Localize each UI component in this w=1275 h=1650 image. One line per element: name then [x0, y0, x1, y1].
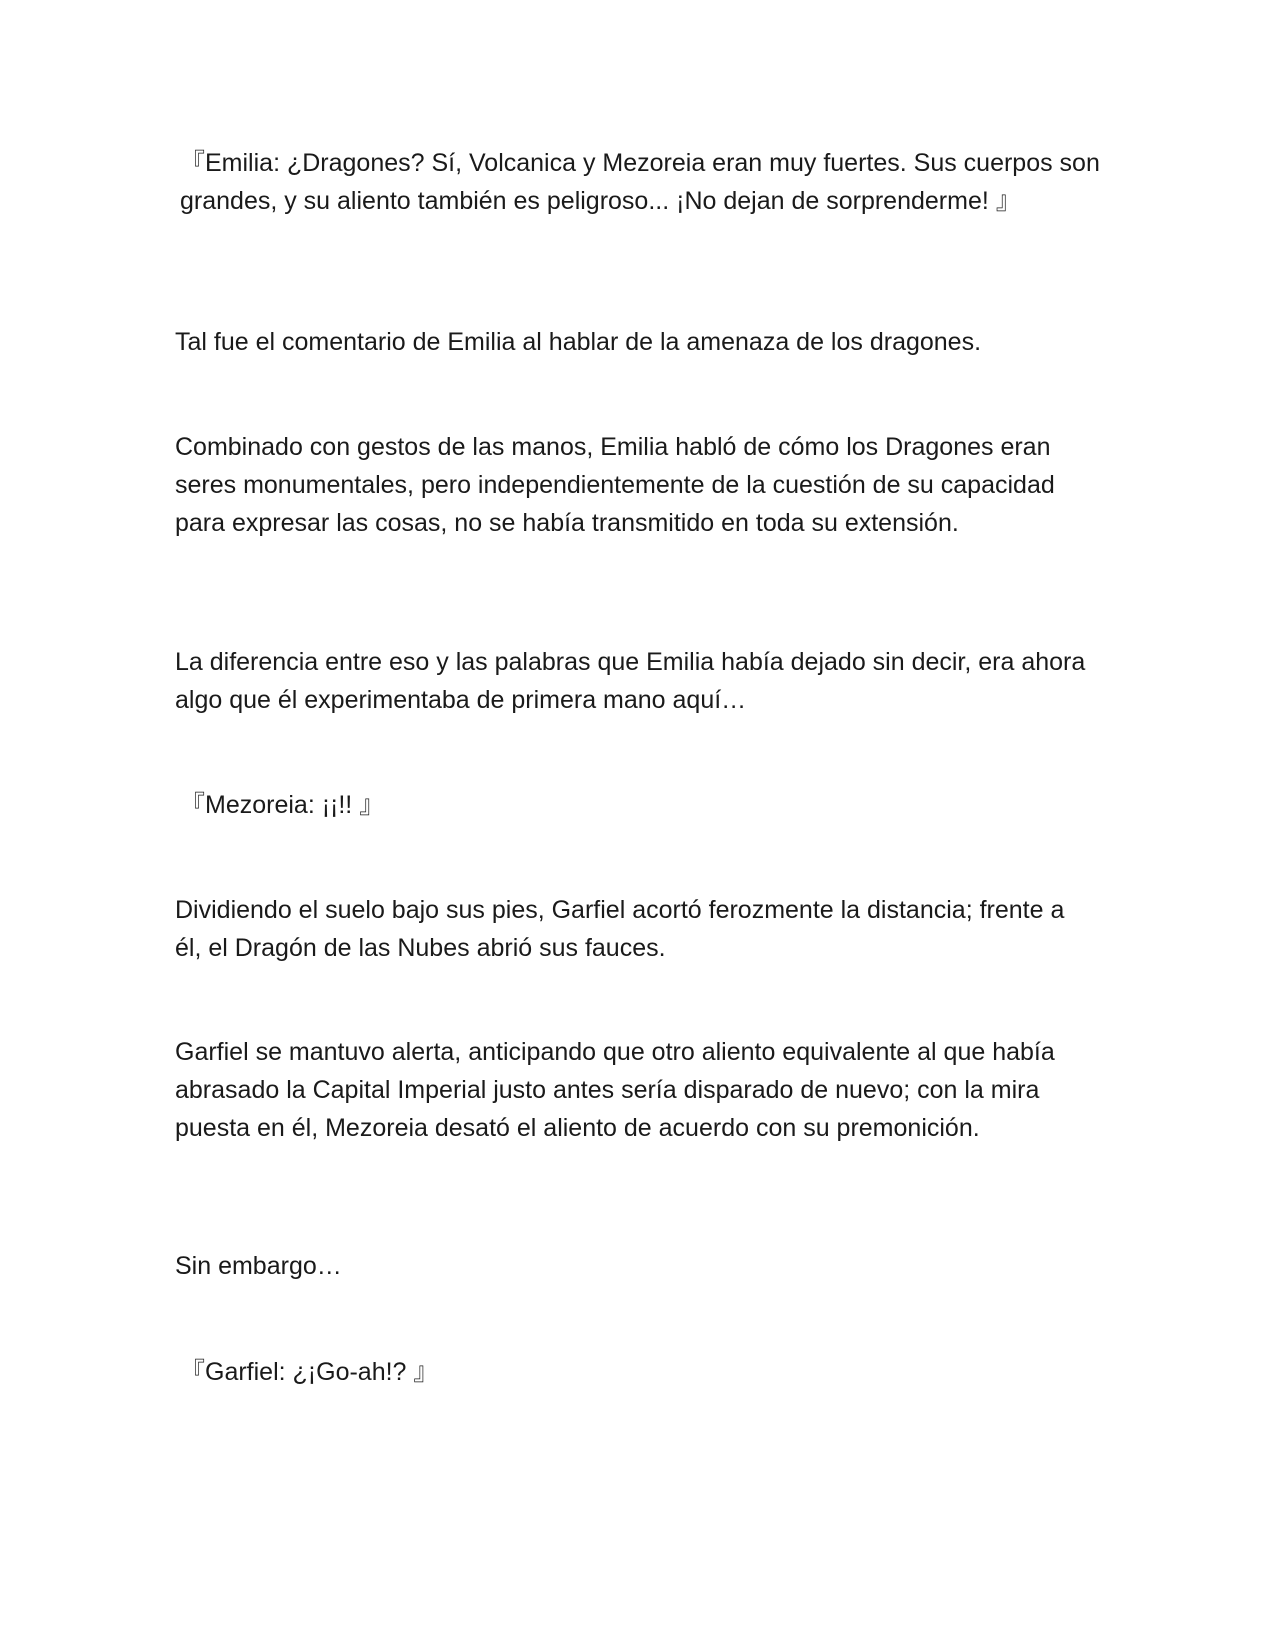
narration-paragraph: Dividiendo el suelo bajo sus pies, Garfiel acortó ferozmente la distancia; frente a él, el Dragón de las Nubes abrió sus fauces.	[175, 896, 1065, 962]
narration-paragraph: Tal fue el comentario de Emilia al hablar de la amenaza de los dragones.	[175, 328, 982, 356]
dialogue-emilia: 『Emilia: ¿Dragones? Sí, Volcanica y Mezoreia eran muy fuertes. Sus cuerpos son grandes, y su aliento también es peligroso... ¡No dejan de sorprenderme! 』	[180, 149, 1100, 215]
narration-paragraph: La diferencia entre eso y las palabras que Emilia había dejado sin decir, era ahora algo que él experimentaba de primera mano aquí…	[175, 648, 1086, 714]
narration-paragraph: Garfiel se mantuvo alerta, anticipando que otro aliento equivalente al que había abrasado la Capital Imperial justo antes sería disparado de nuevo; con la mira puesta en él, Mezoreia desató el aliento de acuerdo con su premonición.	[175, 1038, 1055, 1142]
dialogue-garfiel: 『Garfiel: ¿¡Go-ah!? 』	[180, 1358, 439, 1386]
narration-paragraph: Combinado con gestos de las manos, Emilia habló de cómo los Dragones eran seres monumentales, pero independientemente de la cuestión de su capacidad para expresar las cosas, no se había transmitido en toda su extensión.	[175, 433, 1055, 537]
dialogue-mezoreia: 『Mezoreia: ¡¡!! 』	[180, 791, 385, 819]
narration-paragraph: Sin embargo…	[175, 1252, 342, 1280]
